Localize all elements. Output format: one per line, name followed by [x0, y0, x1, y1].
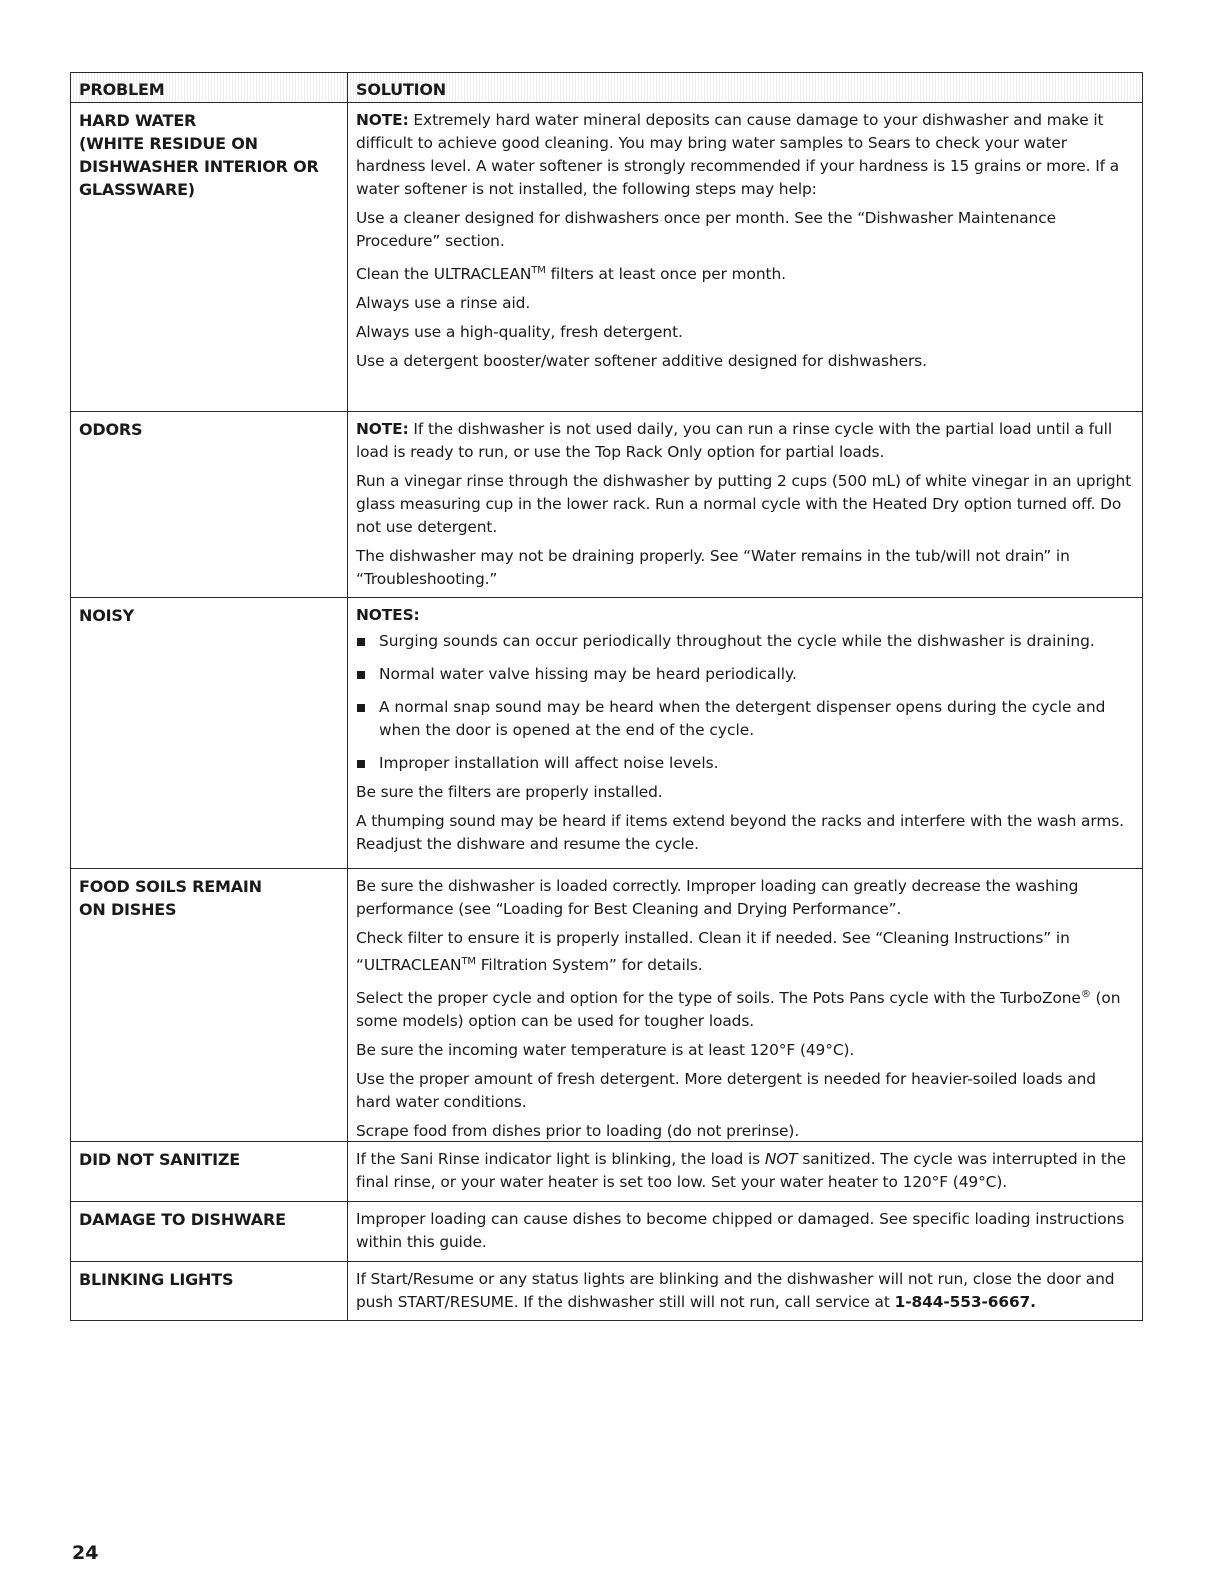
solution-text: Be sure the incoming water temperature is at least 120°F (49°C). [356, 1041, 855, 1060]
problem-cell [71, 103, 348, 411]
note-paragraph [356, 418, 1134, 464]
solution-cell [348, 598, 1142, 868]
note-paragraph [356, 109, 1134, 201]
bullet-text: A normal snap sound may be heard when the detergent dispenser opens during the cycle and when the door is opened at the end of the cycle. [379, 698, 1106, 739]
solution-cell [348, 103, 1142, 411]
text-fragment: (on some models) option can be used for tougher loads. [356, 989, 1121, 1031]
problem-cell [71, 412, 348, 597]
problem-cell [71, 1142, 348, 1201]
solution-cell [348, 412, 1142, 597]
solution-text: A thumping sound may be heard if items extend beyond the racks and interfere with the wash arms. Readjust the dishware and resume the cycle. [356, 812, 1124, 853]
problem-cell [71, 1202, 348, 1261]
solution-text [356, 1148, 1134, 1194]
table-row-damage-to-dishware [71, 1201, 1142, 1261]
problem-title: DID NOT SANITIZE [79, 1150, 241, 1169]
solution-text: Be sure the dishwasher is loaded correctly. Improper loading can greatly decrease the washing performance (see “Loading for Best Cleaning and Drying Performance”. [356, 877, 1079, 918]
note-label: NOTE: [356, 420, 409, 438]
list-item [356, 663, 1134, 686]
solution-text: Run a vinegar rinse through the dishwasher by putting 2 cups (500 mL) of white vinegar in an upright glass measuring cup in the lower rack. Run a normal cycle with the Heated Dry option turned off. Do not use detergent. [356, 472, 1132, 536]
table-header [71, 73, 1142, 102]
problem-title: HARD WATER [79, 111, 197, 130]
bullet-text: Surging sounds can occur periodically throughout the cycle while the dishwasher is draining. [379, 632, 1095, 650]
bullet-square-icon [357, 638, 365, 646]
solution-cell [348, 1142, 1142, 1201]
solution-text [356, 259, 1134, 286]
problem-title: DAMAGE TO DISHWARE [79, 1210, 286, 1229]
problem-title: GLASSWARE) [79, 180, 195, 199]
list-item [356, 696, 1134, 742]
solution-text: Be sure the filters are properly installed. [356, 783, 663, 801]
table-row-odors [71, 411, 1142, 597]
trademark-mark: TM [461, 956, 476, 967]
solution-cell [348, 1262, 1142, 1320]
bullet-square-icon [357, 704, 365, 712]
solution-text [356, 927, 1134, 977]
solution-text: Always use a high-quality, fresh detergent. [356, 323, 683, 342]
solution-text: Improper loading can cause dishes to become chipped or damaged. See specific loading instructions within this guide. [356, 1210, 1125, 1251]
solution-column-header: SOLUTION [356, 80, 447, 99]
solution-text: Use the proper amount of fresh detergent. More detergent is needed for heavier-soiled loads and hard water conditions. [356, 1070, 1096, 1112]
table-row-did-not-sanitize [71, 1141, 1142, 1201]
text-fragment: Clean the ULTRACLEAN [356, 265, 532, 284]
notes-label: NOTES: [356, 606, 420, 624]
note-text: Extremely hard water mineral deposits can cause damage to your dishwasher and make it difficult to achieve good cleaning. You may bring water samples to Sears to check your water hardness level. A water softener is strongly recommended if your hardness is 15 grains or more. If a water softener is not installed, the following steps may help: [356, 111, 1120, 198]
solution-cell [348, 1202, 1142, 1261]
solution-text: Always use a rinse aid. [356, 294, 531, 313]
text-fragment: Filtration System” for details. [475, 956, 703, 975]
table-row-food-soils [71, 868, 1142, 1141]
text-fragment: filters at least once per month. [545, 265, 786, 284]
problem-cell [71, 598, 348, 868]
solution-text: Use a cleaner designed for dishwashers once per month. See the “Dishwasher Maintenance Procedure” section. [356, 209, 1056, 250]
note-text: If the dishwasher is not used daily, you can run a rinse cycle with the partial load until a full load is ready to run, or use the Top Rack Only option for partial loads. [356, 420, 1112, 461]
bullet-text: Improper installation will affect noise levels. [379, 754, 719, 772]
text-fragment: If the Sani Rinse indicator light is blinking, the load is [356, 1150, 765, 1168]
bullet-text: Normal water valve hissing may be heard periodically. [379, 665, 797, 683]
table-row-hard-water [71, 102, 1142, 411]
table-row-noisy [71, 597, 1142, 868]
table-row-blinking-lights [71, 1261, 1142, 1320]
emphasis-text: NOT [764, 1150, 798, 1168]
bullet-square-icon [357, 671, 365, 679]
service-phone-number: 1-844-553-6667. [894, 1293, 1036, 1311]
problem-title: (WHITE RESIDUE ON [79, 134, 258, 153]
problem-cell [71, 1262, 348, 1320]
text-fragment: Select the proper cycle and option for the type of soils. The Pots Pans cycle with the TurboZone [356, 989, 1081, 1008]
solution-text: The dishwasher may not be draining properly. See “Water remains in the tub/will not drain” in “Troubleshooting.” [356, 547, 1070, 588]
text-fragment: sanitized. The cycle was interrupted in the final rinse, or your water heater is set too low. Set your water heater to 120°F (49°C). [356, 1150, 1126, 1191]
trademark-mark: TM [531, 265, 546, 276]
solution-text [356, 983, 1134, 1033]
bullet-square-icon [357, 760, 365, 768]
problem-cell [71, 869, 348, 1141]
registered-mark: ® [1080, 989, 1091, 1001]
text-fragment: If Start/Resume or any status lights are blinking and the dishwasher will not run, close the door and push START/RESUME. If the dishwasher still will not run, call service at [356, 1270, 1115, 1311]
problem-title: DISHWASHER INTERIOR OR [79, 157, 319, 176]
problem-title: ON DISHES [79, 900, 177, 919]
solution-text: Scrape food from dishes prior to loading (do not prerinse). [356, 1122, 800, 1141]
list-item [356, 752, 1134, 775]
list-item [356, 630, 1134, 653]
problem-title: ODORS [79, 420, 143, 439]
solution-text [356, 1268, 1134, 1314]
problem-column-header: PROBLEM [79, 80, 165, 99]
solution-text: Use a detergent booster/water softener additive designed for dishwashers. [356, 352, 927, 371]
solution-cell [348, 869, 1142, 1141]
page-number: 24 [72, 1542, 99, 1564]
problem-title: NOISY [79, 606, 135, 625]
text-fragment: Check filter to ensure it is properly installed. Clean it if needed. See “Cleaning Instructions” in “ULTRACLEAN [356, 929, 1070, 975]
problem-title: FOOD SOILS REMAIN [79, 877, 262, 896]
troubleshooting-table [70, 72, 1143, 1321]
note-label: NOTE: [356, 111, 409, 129]
problem-title: BLINKING LIGHTS [79, 1270, 234, 1289]
